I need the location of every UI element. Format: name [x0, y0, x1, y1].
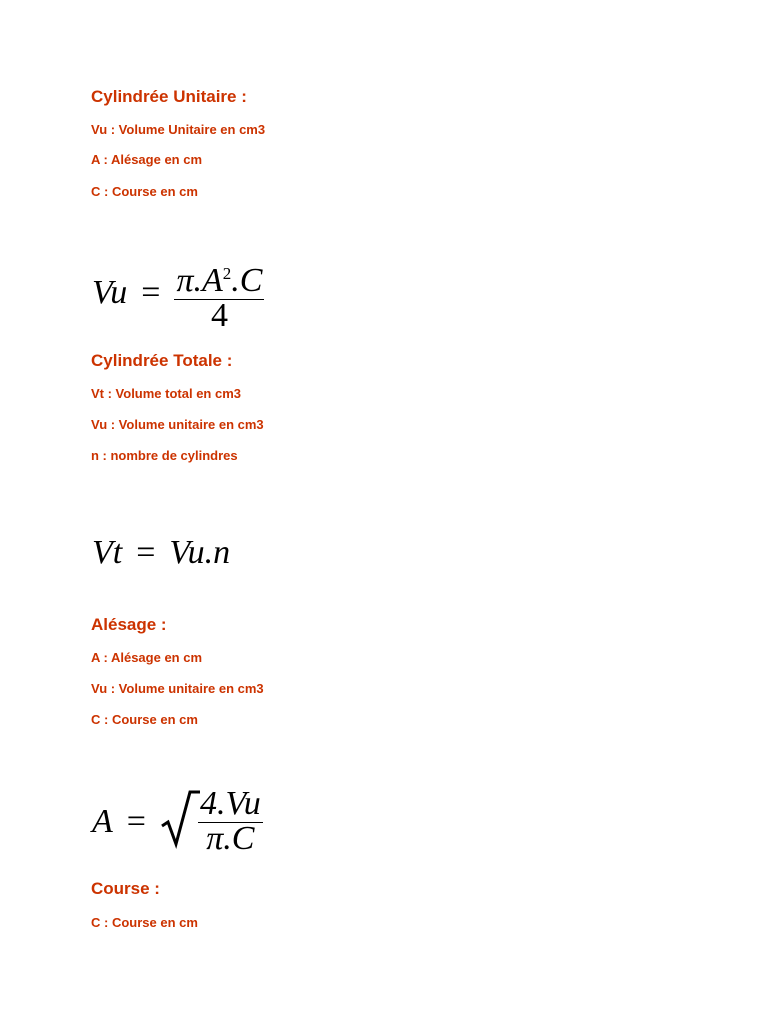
formula-equals: = — [141, 273, 161, 311]
definition-line: C : Course en cm — [91, 915, 198, 930]
definition-line: C : Course en cm — [91, 184, 198, 199]
definition-line: Vu : Volume unitaire en cm3 — [91, 417, 264, 432]
formula-denominator: π.C — [206, 820, 255, 857]
definition-line: Vt : Volume total en cm3 — [91, 386, 242, 401]
formula-unit-volume — [92, 258, 264, 332]
definition-line: Vu : Volume Unitaire en cm3 — [91, 122, 266, 137]
formula-lhs: Vu — [92, 273, 128, 311]
formula-numerator: 4.Vu — [199, 785, 261, 822]
formula-lhs: Vt — [92, 534, 123, 571]
heading-course: Course : — [91, 879, 160, 898]
definition-line: A : Alésage en cm — [91, 650, 203, 665]
formula-num-part: .C — [231, 262, 263, 299]
formula-exponent: 2 — [222, 264, 232, 283]
formula-total-volume — [92, 533, 230, 573]
formula-denominator: 4 — [210, 297, 228, 334]
formula-square-root — [160, 785, 263, 857]
formula-lhs: A — [92, 802, 113, 840]
definition-line: A : Alésage en cm — [91, 152, 203, 167]
definition-line: n : nombre de cylindres — [91, 448, 238, 463]
formula-rhs: Vu.n — [169, 534, 231, 571]
formula-fraction — [198, 785, 263, 857]
formula-bore — [92, 785, 263, 857]
definition-line: Vu : Volume unitaire en cm3 — [91, 681, 264, 696]
formula-num-part: π.A — [176, 262, 223, 299]
heading-cylindree-unitaire: Cylindrée Unitaire : — [91, 87, 247, 106]
definition-line: C : Course en cm — [91, 712, 198, 727]
formula-equals: = — [126, 802, 146, 840]
heading-alesage: Alésage : — [91, 615, 167, 634]
formula-equals: = — [136, 534, 156, 571]
formula-fraction — [174, 258, 264, 332]
square-root-icon — [160, 788, 200, 854]
heading-cylindree-totale: Cylindrée Totale : — [91, 351, 233, 370]
formula-numerator — [174, 258, 264, 300]
